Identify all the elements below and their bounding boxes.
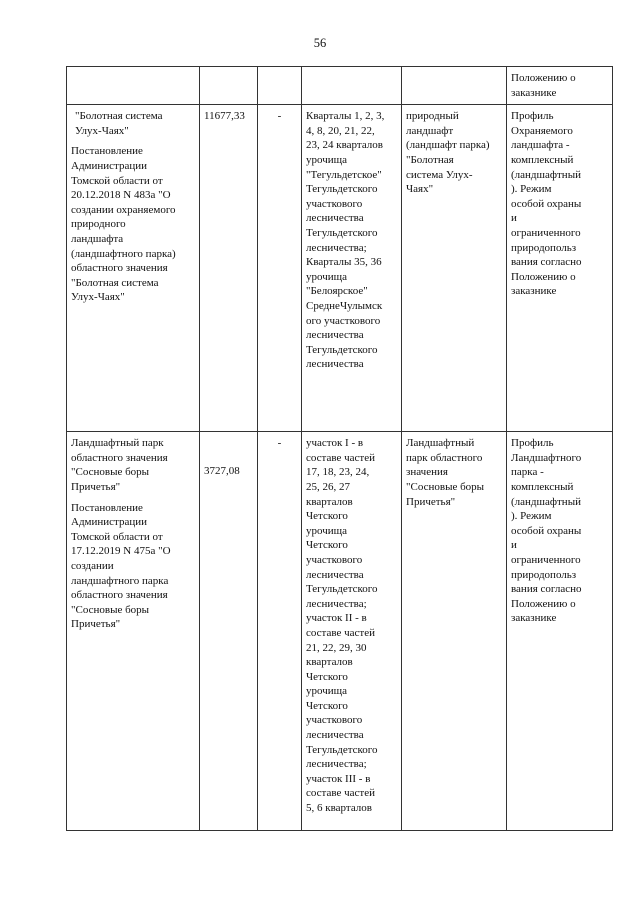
resolution-text: Постановление Администрации Томской области от 20.12.2018 N 483а "О создании охраняемого природного ландшафта (ландшафтного парка) областного значения "Болотная система Улух-Чаях"	[71, 145, 176, 304]
table-cell-type	[402, 67, 507, 105]
area-title: "Болотная система Улух-Чаях"	[75, 110, 163, 137]
table-cell-name	[67, 105, 200, 432]
table-cell-area: 3727,08	[200, 432, 258, 831]
table-row	[67, 105, 613, 432]
table-cell-col3: -	[258, 105, 302, 432]
location-text: участок I - в составе частей 17, 18, 23, 24, 25, 26, 27 кварталов Четского урочища Четского участкового лесничества Тегульдетского лесничества; участок II - в составе частей 21, 22, 29, 30 кварталов Четского урочища Четского участкового лесничества Тегульдетского лесничества; участок III - в составе частей 5, 6 кварталов	[306, 437, 378, 815]
table-cell-name	[67, 67, 200, 105]
table-cell-location	[302, 105, 402, 432]
area-title: Ландшафтный парк областного значения "Сосновые боры Причетья"	[71, 437, 168, 493]
table-cell-col3: -	[258, 432, 302, 831]
table-cell-regime	[507, 105, 613, 432]
page-number: 56	[313, 36, 327, 50]
table-cell-type	[402, 432, 507, 831]
regime-text: Профиль Охраняемого ландшафта - комплексный (ландшафтный ). Режим особой охраны и ограниченного природопольз вания согласно Положению о заказнике	[511, 110, 582, 298]
table-row	[67, 432, 613, 831]
resolution-text: Постановление Администрации Томской области от 17.12.2019 N 475а "О создании ландшафтного парка областного значения "Сосновые боры Причетья"	[71, 501, 171, 631]
table-cell-regime	[507, 67, 613, 105]
type-text: Ландшафтный парк областного значения "Сосновые боры Причетья"	[406, 437, 485, 508]
table-row-continued	[67, 67, 613, 105]
table-cell-name	[67, 432, 200, 831]
table-cell-location	[302, 432, 402, 831]
table-cell-type	[402, 105, 507, 432]
table-cell-col3	[258, 67, 302, 105]
regime-text: Профиль Ландшафтного парка - комплексный (ландшафтный ). Режим особой охраны и ограниченного природопольз вания согласно Положению о заказнике	[511, 437, 582, 625]
table-cell-regime	[507, 432, 613, 831]
type-text: природный ландшафт (ландшафт парка) "Болотная система Улух- Чаях"	[406, 110, 490, 196]
table-cell-area	[200, 67, 258, 105]
table-cell-location	[302, 67, 402, 105]
regime-text: Положению о заказнике	[511, 72, 576, 99]
table-cell-area: 11677,33	[200, 105, 258, 432]
location-text: Кварталы 1, 2, 3, 4, 8, 20, 21, 22, 23, 24 кварталов урочища "Тегульдетское" Тегульдетского участкового лесничества Тегульдетского лесничества; Кварталы 35, 36 урочища "Белоярское" СреднеЧулымск ого участкового лесничества Тегульдетского лесничества	[306, 110, 385, 371]
protected-areas-table	[66, 66, 613, 831]
